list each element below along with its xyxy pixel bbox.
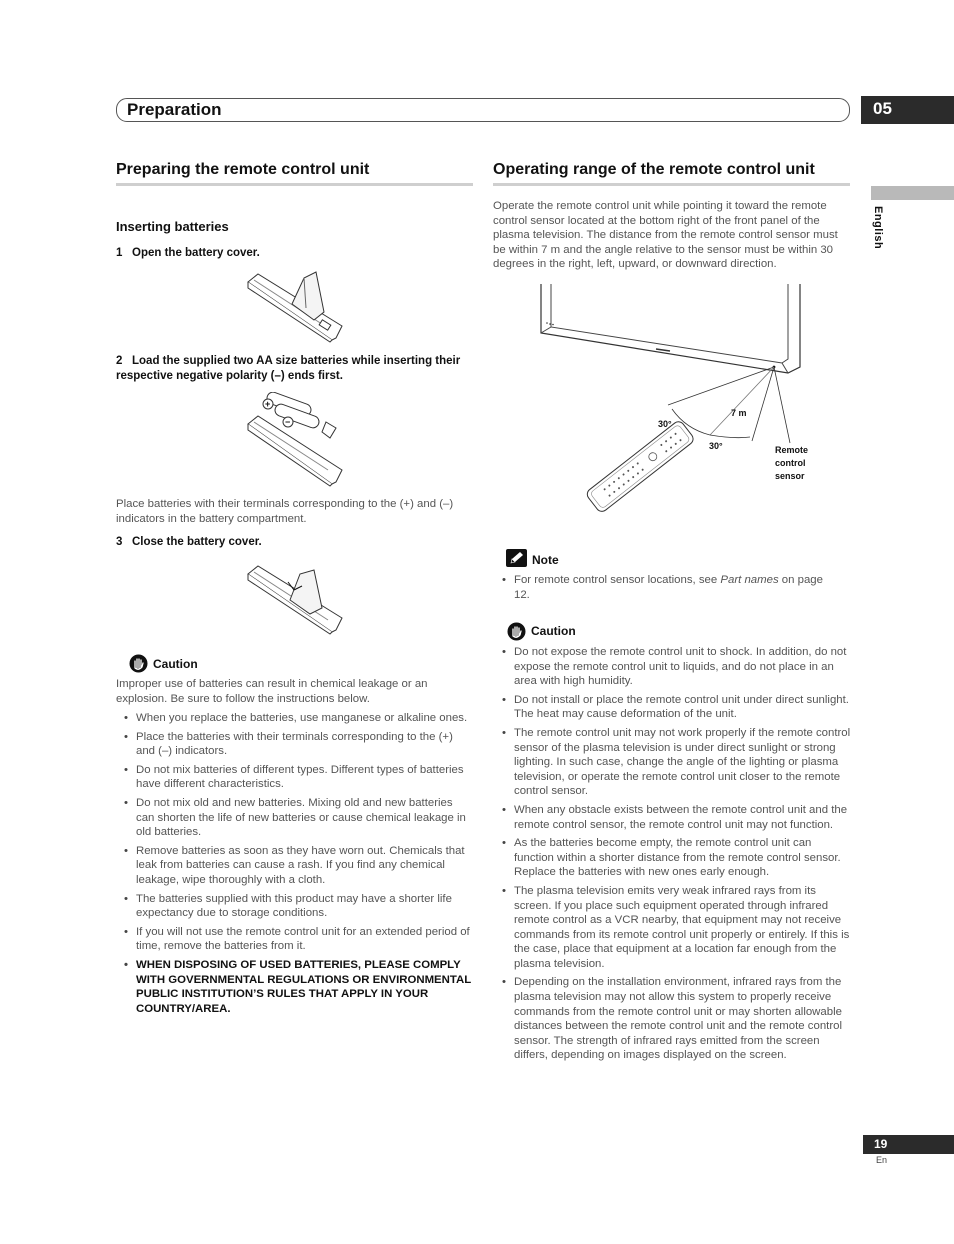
svg-text:−: − <box>285 417 291 427</box>
list-item: • The plasma television emits very weak infrared rays from its screen. If you place such equipment operated through infrared remote control as a VCR nearby, that equipment may not receive commands from its remote control unit properly or entirely. If this is the case, place that equipment at a location far enough from the plasma television. <box>494 884 852 972</box>
page-number: 19 <box>874 1137 888 1151</box>
list-item: • Remove batteries as soon as they have worn out. Chemicals that leak from batteries can cause a rash. If you find any chemical leakage, wipe thoroughly with a cloth. <box>116 844 474 888</box>
step-2 <box>116 354 476 384</box>
page-language: En <box>876 1155 888 1165</box>
step-1-number: 1 <box>116 247 123 259</box>
note-text-after: on page 12. <box>514 574 823 601</box>
list-item <box>494 573 834 602</box>
list-item: • The batteries supplied with this product may have a shorter life expectancy due to storage conditions. <box>116 892 474 921</box>
left-section-title: Preparing the remote control unit <box>116 161 370 178</box>
step-3-text: Close the battery cover. <box>132 536 262 548</box>
sensor-label-line1: Remote <box>775 445 808 455</box>
step-1 <box>116 246 476 261</box>
left-section-rule <box>116 183 473 186</box>
step-3-number: 3 <box>116 536 123 548</box>
step-2-number: 2 <box>116 355 123 367</box>
list-item: • Do not install or place the remote control unit under direct sunlight. The heat may cause deformation of the unit. <box>494 693 852 722</box>
list-item: • If you will not use the remote control unit for an extended period of time, remove the batteries from it. <box>116 925 474 954</box>
operating-range-diagram <box>538 283 808 518</box>
caution-hand-icon <box>507 622 526 641</box>
svg-text:+: + <box>265 399 271 409</box>
close-cover-illustration <box>244 560 346 636</box>
disposal-warning: • WHEN DISPOSING OF USED BATTERIES, PLEASE COMPLY WITH GOVERNMENTAL REGULATIONS OR ENVIRONMENTAL PUBLIC INSTITUTION’S RULES THAT APPLY IN YOUR COUNTRY/AREA. <box>116 958 474 1016</box>
chapter-tab <box>861 96 954 124</box>
left-caution-intro: Improper use of batteries can result in chemical leakage or an explosion. Be sure to follow the instructions below. <box>116 678 428 705</box>
note-list <box>494 573 834 606</box>
remote-control-illustration <box>585 419 696 513</box>
caution-hand-icon <box>129 654 148 673</box>
step-1-text: Open the battery cover. <box>132 247 260 259</box>
right-caution-list <box>494 645 852 1067</box>
inserting-batteries-heading: Inserting batteries <box>116 219 229 234</box>
sensor-label-line2: control <box>775 458 806 468</box>
part-names-ref: Part names <box>720 574 779 586</box>
angle-lower-label: 30° <box>709 441 723 451</box>
plasma-tv-illustration <box>541 284 800 373</box>
list-item: • Do not mix batteries of different types. Different types of batteries have different characteristics. <box>116 763 474 792</box>
note-text-before: For remote control sensor locations, see <box>514 574 721 586</box>
list-item: • When you replace the batteries, use manganese or alkaline ones. <box>116 711 474 726</box>
list-item: • Do not expose the remote control unit to shock. In addition, do not expose the remote control unit to liquids, and do not place in an area with high humidity. <box>494 645 852 689</box>
language-tab-bar <box>871 186 954 200</box>
polarity-note: Place batteries with their terminals corresponding to the (+) and (–) indicators in the battery compartment. <box>116 498 454 525</box>
section-header <box>116 98 850 122</box>
list-item: • When any obstacle exists between the remote control unit and the remote control sensor, the remote control unit may not function. <box>494 803 852 832</box>
right-section-title: Operating range of the remote control unit <box>493 161 815 178</box>
note-label: Note <box>532 553 559 567</box>
step-3 <box>116 535 476 550</box>
list-item: • Depending on the installation environment, infrared rays from the plasma television may not allow this system to properly receive commands from the remote control unit or may shorten allowable distances between the remote control unit and the remote control sensor. The strength of infrared rays emitted from the screen differs, depending on images displayed on the screen. <box>494 975 852 1063</box>
note-pencil-icon <box>506 549 527 567</box>
open-cover-illustration <box>244 268 346 344</box>
step-2-text: Load the supplied two AA size batteries while inserting their respective negative polarity (–) ends first. <box>116 355 461 382</box>
right-caution-label: Caution <box>531 624 576 638</box>
list-item: • Do not mix old and new batteries. Mixing old and new batteries can shorten the life of new batteries or cause chemical leakage in old batteries. <box>116 796 474 840</box>
left-caution-label: Caution <box>153 657 198 671</box>
chapter-number: 05 <box>873 99 892 118</box>
language-tab-label: English <box>872 206 884 250</box>
operating-range-intro: Operate the remote control unit while pointing it toward the remote control sensor located at the bottom right of the front panel of the plasma television. The distance from the remote control sensor must be within 7 m and the angle relative to the sensor must be within 30 degrees in the right, left, upward, or downward direction. <box>493 200 838 271</box>
right-section-rule <box>493 183 850 186</box>
angle-upper-label: 30° <box>658 419 672 429</box>
section-title: Preparation <box>127 100 222 119</box>
load-batteries-illustration <box>244 392 350 488</box>
left-caution-list <box>116 711 474 1020</box>
distance-label: 7 m <box>731 408 747 418</box>
list-item: • As the batteries become empty, the remote control unit can function within a shorter distance from the remote control sensor. Replace the batteries with new ones early enough. <box>494 836 852 880</box>
list-item: • Place the batteries with their terminals corresponding to the (+) and (–) indicators. <box>116 730 474 759</box>
sensor-label-line3: sensor <box>775 471 805 481</box>
list-item: • The remote control unit may not work properly if the remote control sensor of the plasma television is under direct sunlight or strong lighting. In such case, change the angle of the lighting or plasma television, or operate the remote control unit closer to the remote control sensor. <box>494 726 852 799</box>
page-number-tab <box>863 1135 954 1154</box>
